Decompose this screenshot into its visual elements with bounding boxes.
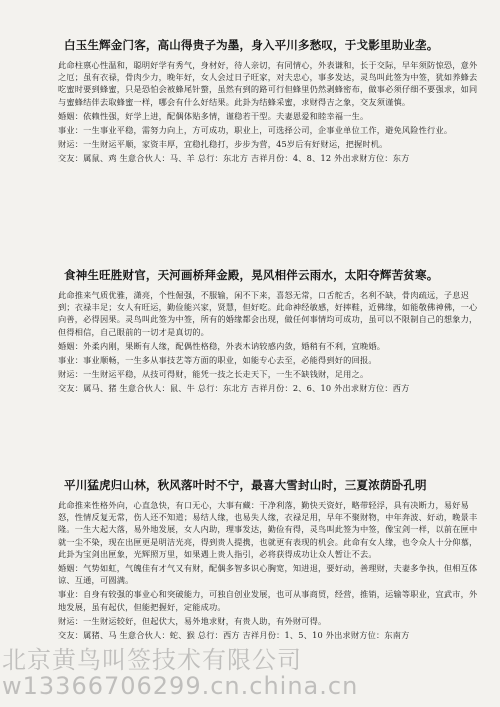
wealth-line: 财运：一生财运较好，但起伏大，易外地求财，有贵人助，有外财可得。 [58,615,327,626]
wealth-line: 财运：一生财运平稳，从技可得财，能凭一技之长走天下，一生不缺钱财，足用之。 [58,369,369,380]
marriage-line: 婚姻：外柔内刚，果断有人缘，配偶性格稳，外表木讷较感内敛，婚稍有不利，宜晚婚。 [58,340,386,351]
wealth-line: 财运：一生财运平顺，家资丰厚，宜稳扎稳打，步步为营，45岁后有好财运，把握时机。 [58,139,388,150]
section-title: 白玉生辉金门客，高山得贵子为墨，身入平川多愁叹，于戈影里助业垄。 [64,38,439,52]
fortune-section-3 [58,478,478,641]
watermark-url: w13366706299.cn.china.cn [2,672,359,700]
career-line: 事业：一生事业平稳，需努力向上，方可成功，职业上，可选择公司，企事业单位工作，避免风险性行业。 [58,125,453,136]
friends-line: 交友：属鼠、鸡 生意合伙人：马、羊 总行：东北方 吉祥月份：4、8、12 外出求财方位：东方 [58,153,410,164]
section-title: 平川猛虎归山林，秋风落叶时不宁，最喜大雪封山时，三夏浓荫卧孔明 [64,478,427,492]
section-paragraph: 此命推来性格外向，心直急快，有口无心，大事有藏：干净利落，勤快天资好，略带轻浮，具有决断力，易好易怒，性情反复无常，伤人还不知道；易结人缘，也易失人缘，衣禄足用，早年不聚财物，中年奔波、好动，晚景丰隆。一生大起大落，易外地发展，女人内助，理事发达，勤俭有得，灵鸟叫此签为中签，像宝剑一样，以前在匣中就一尘不染，现在出匣更是明洁光亮，得到贵人提携，也就更有表现的机会。此命有女人缘，也令众人十分仰慕，此卦为宝剑出匣象，光辉照万里，如果遇上贵人指引，必将获得成功让众人暂让不去。 [58,500,478,559]
watermark-company: 北京黄鸟叫签技术有限公司 [2,646,302,674]
fortune-section-2 [58,268,478,395]
marriage-line: 婚姻：依赖性强，好学上进，配偶体贴多情，谨稳若干型。夫妻恩爱和睦幸福一生。 [58,110,369,121]
section-title: 食神生旺胜财官，天河画桥拜金殿，晃风相伴云雨水，太阳夺辉苦贫寒。 [64,268,439,282]
section-paragraph: 此命柱禀心性温和，聪明好学有秀气，身材好，待人亲切，有同情心，外表谦和，长于交际，早年须防惊恐，意外之厄；虽有衣禄，骨肉少力，晚年好，女人会过日子旺家，对夫忠心，事多发达，灵鸟叫此签为中签，犹如养蜂去吃蜜时要到蜂蜜，只是恐怕会被蜂尾针螫，虽然有到的路可行但蜂里仍然剥蜂密布，做事必须仔细不要强求，如同与蜜蜂结伴去取蜂蜜一样，哪会有什么好结果。此卦为结蜂采蜜，求财得吉之象，交友须谨慎。 [58,60,478,107]
fortune-section-1 [58,38,478,165]
career-line: 事业：事业顺畅，一生多从事技艺等方面的职业，如能专心去至，必能得到好的回报。 [58,355,377,366]
section-paragraph: 此命推来气质优雅，潇亮，个性倔强，不服输，闲不下来，喜怒无常，口舌舵舌，名利不缺，骨肉疏远，子息迟到；衣禄丰足；女人有旺运，勤俭能兴家，贤慧，但好吃。此命神经敏感，好摔鞋，近佛缘，如能敬佛神佛，一心向善，必得因果。灵鸟叫此签为中签，所有的婚缘都会出现，做任何事情均可成功，虽可以不限制自己的想象力，但得相信，自己眼前的一切才是真切的。 [58,290,478,337]
career-line: 事业：自身有较强的事业心和突破能力，可独自创业发展，也可从事商贸，经营，推销，运输等职业，宜武市，外地发展，虽有起伏，但能把握好，定能成功。 [58,589,478,612]
friends-line: 交友：属马、猪 生意合伙人：鼠、牛 总行：东北方 吉祥月份：2、6、10 外出求财方位：西方 [58,383,410,394]
friends-line: 交友：属猪、马 生意合伙人：蛇、猴 总行：西方 吉祥月份：1、5、10 外出求财方位：东南方 [58,630,410,641]
marriage-line: 婚姻：气势如虹，气魄佳有才气又有财，配偶多智多识心胸宽，知进退，要好动，善理财，夫妻多争执，但相互体谅、互通，可圆满。 [58,563,478,586]
